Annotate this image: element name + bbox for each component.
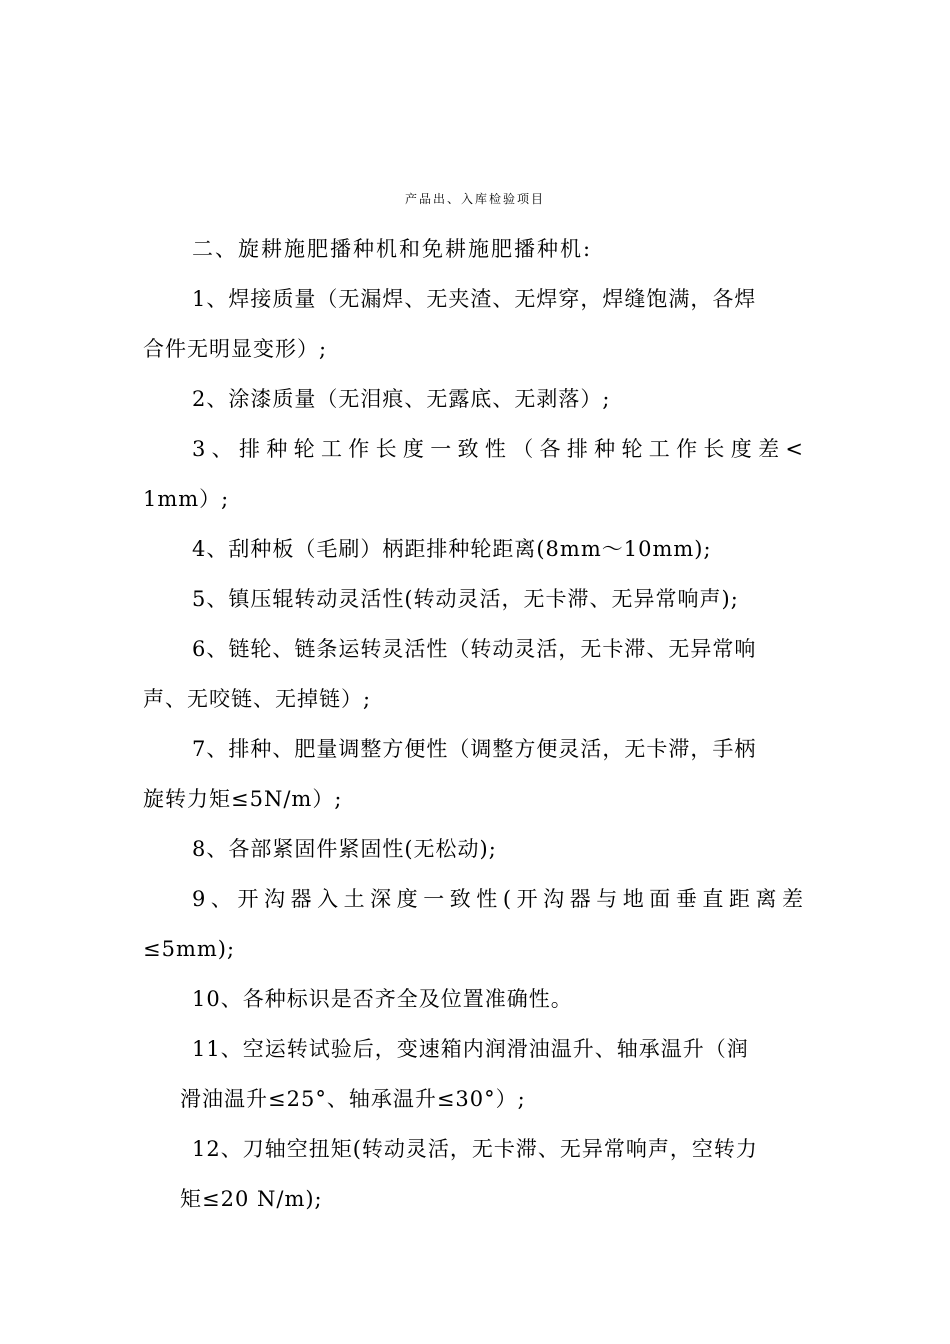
item-5-line-1: 5、镇压辊转动灵活性(转动灵活，无卡滞、无异常响声); [192, 587, 739, 611]
item-3-line-2: 1mm）; [143, 487, 230, 511]
item-7-line-2: 旋转力矩≤5N/m）; [143, 787, 343, 811]
item-4-line-1: 4、刮种板（毛刷）柄距排种轮距离(8mm～10mm); [192, 537, 712, 561]
item-8-line-1: 8、各部紧固件紧固性(无松动); [192, 837, 497, 861]
item-12-line-2: 矩≤20 N/m); [180, 1187, 323, 1211]
page-title: 产品出、入库检验项目 [404, 192, 545, 206]
item-9-line-1: 9、开沟器入土深度一致性(开沟器与地面垂直距离差 [192, 887, 804, 911]
item-6-line-2: 声、无咬链、无掉链）; [143, 687, 372, 711]
item-3-line-1: 3、排种轮工作长度一致性（各排种轮工作长度差< [192, 437, 804, 461]
item-11-line-2: 滑油温升≤25°、轴承温升≤30°）; [180, 1087, 526, 1111]
item-1-line-1: 1、焊接质量（无漏焊、无夹渣、无焊穿，焊缝饱满，各焊 [192, 287, 757, 311]
item-1-line-2: 合件无明显变形）; [143, 337, 328, 361]
item-9-line-2: ≤5mm); [143, 937, 236, 961]
item-6-line-1: 6、链轮、链条运转灵活性（转动灵活，无卡滞、无异常响 [192, 637, 757, 661]
item-2-line-1: 2、涂漆质量（无泪痕、无露底、无剥落）; [192, 387, 611, 411]
item-12-line-1: 12、刀轴空扭矩(转动灵活，无卡滞、无异常响声，空转力 [192, 1137, 758, 1161]
item-10-line-1: 10、各种标识是否齐全及位置准确性。 [192, 987, 573, 1011]
item-11-line-1: 11、空运转试验后，变速箱内润滑油温升、轴承温升（润 [192, 1037, 749, 1061]
item-7-line-1: 7、排种、肥量调整方便性（调整方便灵活，无卡滞，手柄 [192, 737, 757, 761]
section-heading: 二、旋耕施肥播种机和免耕施肥播种机: [192, 237, 593, 261]
